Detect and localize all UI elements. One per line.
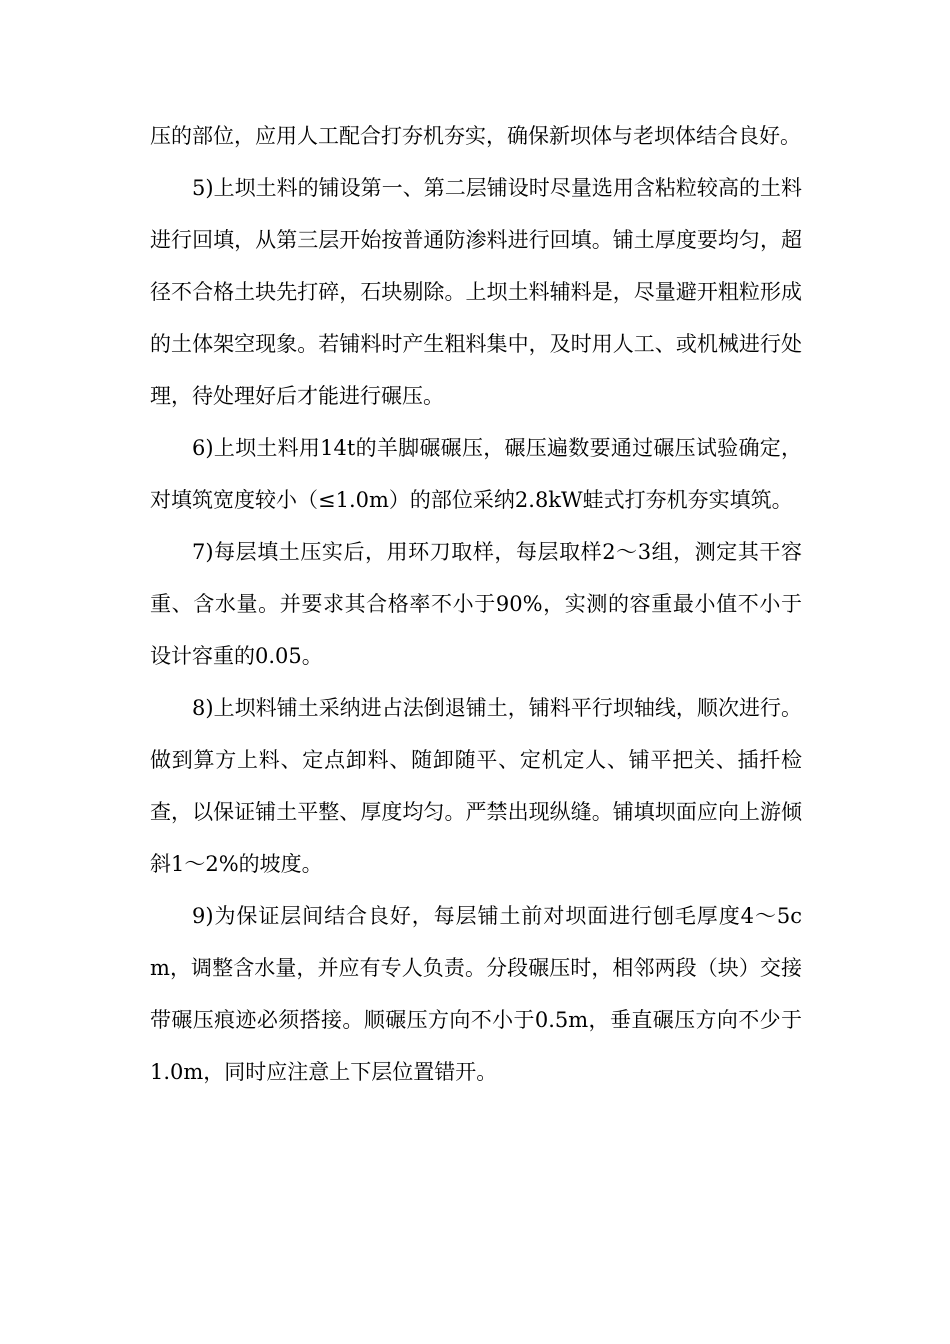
paragraph-continuation: 压的部位，应用人工配合打夯机夯实，确保新坝体与老坝体结合良好。	[150, 124, 801, 148]
document-body	[150, 110, 802, 1098]
paragraph-item-9: 9)为保证层间结合良好，每层铺土前对坝面进行刨毛厚度4～5cm，调整含水量，并应有专人负责。分段碾压时，相邻两段（块）交接带碾压痕迹必须搭接。顺碾压方向不小于0.5m，垂直碾压方向不少于1.0m，同时应注意上下层位置错开。	[150, 904, 802, 1084]
paragraph-item-7: 7)每层填土压实后，用环刀取样，每层取样2～3组，测定其干容重、含水量。并要求其合格率不小于90%，实测的容重最小值不小于设计容重的0.05。	[150, 540, 802, 668]
paragraph-item-8: 8)上坝料铺土采纳进占法倒退铺土，铺料平行坝轴线，顺次进行。做到算方上料、定点卸料、随卸随平、定机定人、铺平把关、插扦检查，以保证铺土平整、厚度均匀。严禁出现纵缝。铺填坝面应向上游倾斜1～2%的坡度。	[150, 696, 802, 876]
paragraph-item-5: 5)上坝土料的铺设第一、第二层铺设时尽量选用含粘粒较高的土料进行回填，从第三层开始按普通防渗料进行回填。铺土厚度要均匀，超径不合格土块先打碎，石块剔除。上坝土料辅料是，尽量避开粗粒形成的土体架空现象。若铺料时产生粗料集中，及时用人工、或机械进行处理，待处理好后才能进行碾压。	[150, 176, 802, 408]
paragraph-item-6: 6)上坝土料用14t的羊脚碾碾压，碾压遍数要通过碾压试验确定，对填筑宽度较小（≤1.0m）的部位采纳2.8kW蛙式打夯机夯实填筑。	[150, 436, 802, 512]
